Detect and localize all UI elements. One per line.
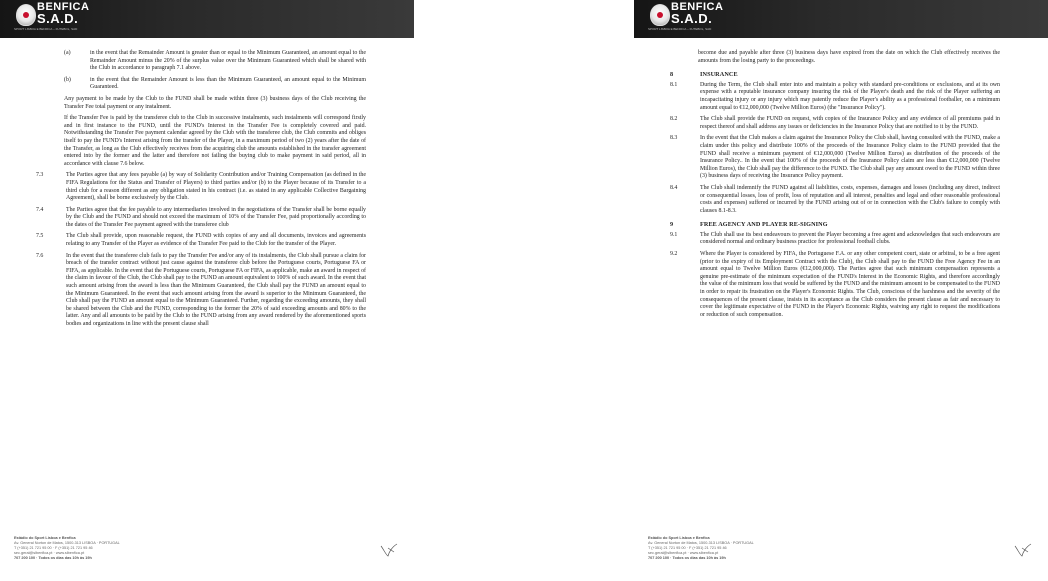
- clause-text: in the event that the Remainder Amount is greater than or equal to the Minimum Guaranteed, an amount equal to the Remainder Amount minus the 20% of the surplus value over the Minimum Guaranteed which shall be shared with the Club in accordance to paragraph 7.1 above.: [90, 50, 366, 72]
- clause-text: become due and payable after three (3) business days have expired from the date on which the Club effectively receives the amounts from the losing party to the proceedings.: [698, 50, 1000, 64]
- letterhead-subtitle: SPORT LISBOA E BENFICA – FUTEBOL, SAD: [14, 27, 78, 31]
- clause-number: 7.3: [36, 172, 44, 179]
- clause-text: The Parties agree that the fee payable to any intermediaries involved in the negotiations of the Transfer shall be borne equally by the Club and the FUND and should not exceed the maximum of 10% of the Transfer Fee, paid proportionally according to the dates of the Transfer Fee payment agreed with the transferee club: [66, 206, 366, 228]
- clause-number: 9.1: [670, 231, 678, 238]
- clause-paragraph: [670, 251, 1048, 319]
- clause-text: The Club shall use its best endeavours to prevent the Player becoming a free agent and acknowledges that such endeavours are considered normal and ordinary business practice for professional football clubs.: [700, 231, 1000, 246]
- page-footer: [648, 536, 948, 561]
- clause-text: In the event that the transferee club fails to pay the Transfer Fee and/or any of its instalments, the Club shall pursue a claim for breach of the transfer contract without just cause against the transferee club before the Portuguese courts, Portuguese FA or FIFA, as applicable. In the event that the Portuguese courts, Portuguese FA or FIFA, as applicable, make an award in respect of the claim in favour of the Club, the Club shall pay to the FUND an amount equivalent to 100% of such award. In the event that such amount arising from the award is less than the Minimum Guaranteed, the Club shall pay the FUND an amount equal to the Minimum Guaranteed. In the event that such amount arising from the award is superior to the Minimum Guaranteed, the Club shall pay the FUND an amount equal to the Minimum Guaranteed. Further, regarding the exceeding amounts, they shall be shared between the Club and the FUND, corresponding to the former the 20% of said exceeding amounts and 80% to the latter. Any and all amounts to be paid by the Club to the FUND arising from any award rendered by the aforementioned sports bodies and organizations in line with the present clause shall: [66, 252, 366, 327]
- initials-signature-icon: [380, 542, 398, 558]
- section-heading: [670, 221, 1048, 229]
- clause-paragraph: [698, 50, 1048, 65]
- heading-text: INSURANCE: [700, 71, 738, 79]
- clause-paragraph: [64, 50, 414, 73]
- footer-phone: T (+351) 21 721 95 00 · F (+351) 21 721 95 46: [14, 546, 93, 550]
- footer-email: sec.geral@slbenfica.pt · www.slbenfica.pt: [648, 551, 719, 555]
- clause-paragraph: [670, 135, 1048, 181]
- document-page-left: [0, 0, 414, 581]
- letterhead-banner: [634, 0, 1048, 38]
- letterhead-banner: [0, 0, 414, 38]
- brand-name-top: BENFICA: [37, 1, 90, 13]
- footer-hotline: 707 200 100 · Todos os dias das 10h às 19h: [14, 556, 92, 560]
- clause-text: Any payment to be made by the Club to the FUND shall be made within three (3) business days of the Club receiving the Transfer Fee total payment or any instalment.: [64, 95, 366, 110]
- brand-name-top: BENFICA: [671, 1, 724, 13]
- clause-paragraph: [670, 185, 1048, 215]
- left-page-body: [0, 50, 414, 530]
- clause-text: in the event that the Remainder Amount is less than the Minimum Guaranteed, an amount equal to the Minimum Guaranteed.: [90, 76, 366, 91]
- footer-stadium: Estádio do Sport Lisboa e Benfica: [648, 536, 710, 540]
- clause-number: 9: [670, 221, 674, 229]
- clause-number: 8.1: [670, 81, 678, 88]
- brand-name-bottom: S.A.D.: [671, 11, 713, 26]
- clause-paragraph: [64, 96, 414, 111]
- clause-paragraph: [36, 172, 414, 202]
- clause-number: 7.5: [36, 233, 44, 240]
- clause-number: 9.2: [670, 251, 678, 258]
- footer-hotline: 707 200 100 · Todos os dias das 10h às 19h: [648, 556, 726, 560]
- footer-email: sec.geral@slbenfica.pt · www.slbenfica.pt: [14, 551, 85, 555]
- section-heading: [670, 71, 1048, 79]
- clause-paragraph: [64, 77, 414, 92]
- clause-paragraph: [64, 115, 414, 168]
- clause-number: 7.6: [36, 252, 44, 259]
- clause-number: 7.4: [36, 206, 44, 213]
- footer-stadium: Estádio do Sport Lisboa e Benfica: [14, 536, 76, 540]
- benfica-crest-logo: [650, 4, 670, 26]
- clause-paragraph: [670, 82, 1048, 112]
- clause-text: The Parties agree that any fees payable (a) by way of Solidarity Contribution and/or Training Compensation (as defined in the FIFA Regulations for the Status and Transfer of Players) to third parties and/or (b) to the Player because of its Transfer to a third club for a reason different as any obligation stated in his contract (i.e. as stated in any applicable Collective Bargaining Agreement), shall be borne exclusively by the Club.: [66, 172, 366, 202]
- clause-paragraph: [670, 232, 1048, 247]
- clause-paragraph: [36, 253, 414, 329]
- clause-paragraph: [36, 233, 414, 248]
- right-page-body: [634, 50, 1048, 530]
- initials-signature-icon: [1014, 542, 1032, 558]
- document-page-right: [634, 0, 1048, 581]
- clause-number: (a): [64, 50, 71, 56]
- clause-paragraph: [36, 207, 414, 230]
- clause-text: During the Term, the Club shall enter into and maintain a policy with standard pre-conditions or exclusions, and at its own expense with a reputable insurance company insuring the risk of the Player's death and the risk of the Player suffering an incapacitating injury or any injury which may patently reduce the Player's ability as a professional footballer, on a minimum amount equal to €12,000,000 (Twelve Million Euros) (the "Insurance Policy").: [700, 81, 1000, 111]
- clause-text: The Club shall indemnify the FUND against all liabilities, costs, expenses, damages and losses (including any direct, indirect or consequential losses, loss of profit, loss of reputation and all interest, penalties and legal and other reasonable professional costs and expenses) suffered or incurred by the FUND arising out of or in connection with the Club's failure to comply with clauses 8.1-8.3.: [700, 184, 1000, 214]
- clause-text: The Club shall provide the FUND on request, with copies of the Insurance Policy and any evidence of all premiums paid in respect thereof and shall address any issues or deficiencies in the Insurance Policy that are notified to it by the FUND.: [700, 116, 1000, 130]
- heading-text: FREE AGENCY AND PLAYER RE-SIGNING: [700, 221, 828, 229]
- clause-text: If the Transfer Fee is paid by the transferee club to the Club in successive instalments, such instalments will correspond firstly and in first instance to the FUND, until the FUND's Interest in the Transfer Fee is completely covered and paid. Notwithstanding the Transfer Fee payment calendar agreed by the Club with the transferee club, the Club commits and obliges itself to pay the FUND's Interest arising from the transfer of the Player, in a maximum period of two (2) years after the date of the Transfer, as long as the Club effectively receives from the acquiring club the amounts established in the transfer agreement entered into by the former and the latter and therefore not failing the buying club to make payment in said period, all in accordance with clause 7.6 below.: [64, 115, 366, 167]
- footer-address: Av. General Norton de Matos, 1500-313 LISBOA · PORTUGAL: [648, 541, 754, 545]
- clause-paragraph: [670, 116, 1048, 131]
- clause-number: 8.2: [670, 116, 678, 123]
- clause-number: 8: [670, 71, 674, 79]
- footer-address: Av. General Norton de Matos, 1500-313 LISBOA · PORTUGAL: [14, 541, 120, 545]
- letterhead-subtitle: SPORT LISBOA E BENFICA – FUTEBOL, SAD: [648, 27, 712, 31]
- clause-number: 8.4: [670, 184, 678, 191]
- benfica-crest-logo: [16, 4, 36, 26]
- clause-text: The Club shall provide, upon reasonable request, the FUND with copies of any and all documents, invoices and agreements relating to any Transfer of the Player as evidence of the Transfer Fee paid to the Club for the transfer of the Player.: [66, 233, 366, 248]
- page-footer: [14, 536, 314, 561]
- clause-text: In the event that the Club makes a claim against the Insurance Policy the Club shall, having consulted with the FUND, make a claim under this policy and distribute 100% of the proceeds of the Insurance Policy claim to the FUND provided that the FUND shall receive a minimum payment of €12,000,000 (Twelve Million Euros) as distribution of the proceeds of the Insurance Policy.. In the event that 100% of the proceeds of the Insurance Policy claim are less than €12,000,000 (Twelve Million Euros), the Club shall pay the difference to the FUND. The Club shall pay any amount owed to the FUND within three (3) business days of receiving the Insurance Policy payment.: [700, 135, 1000, 180]
- clause-text: Where the Player is considered by FIFA, the Portuguese F.A. or any other competent court, state or arbitral, to be a free agent (prior to the expiry of its Employment Contract with the Club), the Club shall pay to the FUND the Free Agency Fee in an amount equal to Twelve Million Euros (€12,000,000). The Parties agree that such minimum compensation represents a genuine pre-estimate of the minimum expectation of the FUND's Interest in the Economic Rights, and therefore accordingly the value of the minimum loss that would be suffered by the FUND and the minimum amount to be compensated to the FUND in order to repair its frustration on the Player's Economic Rights. The Club, conscious of the harshness and the severity of the consequences of the present clause, insists in its acceptance as the Club considers the present clause as fair and necessary to cover the legitimate expectative of the FUND in the Player's Economic Rights, waiving any right to request the modifications or reduction of such compensation.: [700, 251, 1000, 318]
- footer-phone: T (+351) 21 721 95 00 · F (+351) 21 721 95 46: [648, 546, 727, 550]
- brand-name-bottom: S.A.D.: [37, 11, 79, 26]
- clause-number: 8.3: [670, 135, 678, 142]
- clause-number: (b): [64, 76, 71, 83]
